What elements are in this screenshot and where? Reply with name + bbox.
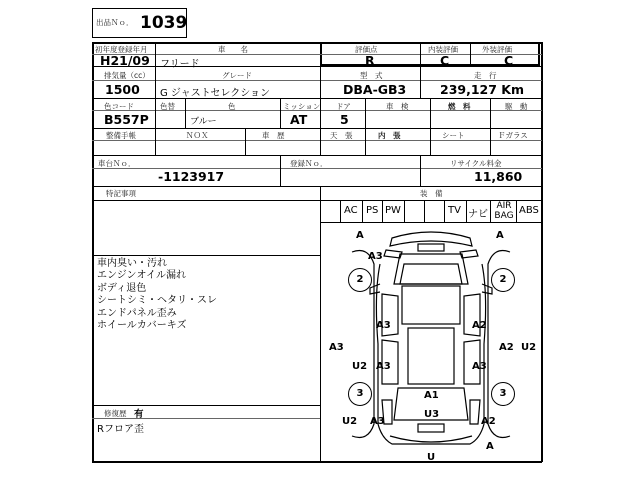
windshield-shape [400,264,462,284]
damage-circle: 3 [491,382,515,406]
left-mirror-shape [370,284,380,294]
note-line: 車内臭い・汚れ [97,258,167,269]
color-value: ブルー [190,117,217,127]
score-value: R [365,53,375,68]
repair-value: 有 [134,409,144,420]
damage-mark: A [486,441,494,452]
damage-mark: U2 [352,361,368,372]
grade-value: G ジャストセレクション [160,88,271,99]
damage-mark: A [496,230,504,241]
equip-abs: ABS [519,205,539,216]
damage-mark: A3 [370,416,385,427]
damage-mark: A3 [376,320,391,331]
rear-cabin-shape [408,328,454,384]
damage-mark: A3 [472,361,487,372]
taillight-right-shape [470,400,480,424]
equip-pw: PW [385,205,401,216]
recycle-value: 11,860 [474,169,523,184]
displacement-label: 排気量（cc） [104,71,150,80]
equipment-label: 装 備 [420,189,443,198]
sunroof-label: 天 張 [330,131,353,140]
roof-shape [402,286,460,324]
car-name-value: フリード [160,59,200,70]
rear-plate-shape [418,424,444,432]
damage-circle: 3 [348,382,372,406]
damage-mark: A2 [472,320,487,331]
chassis-value: -1123917 [158,169,225,184]
chassis-label: 車台Ｎｏ． [98,159,136,168]
rear-bumper-shape [390,436,472,442]
note-line: エンジンオイル漏れ [97,270,186,282]
mileage-value: 239,127 Km [440,82,524,97]
damage-mark: U3 [424,409,440,420]
equip-tv: TV [448,205,461,216]
color-code-label: 色コード [104,102,134,111]
note-line: ボディ退色 [97,282,147,294]
equip-ac: AC [344,205,358,216]
reg-label: 登録Ｎｏ． [290,159,328,168]
interior-label: 内装評価 [428,45,458,54]
interior-value: C [440,53,450,68]
repair-label: 修復歴 [104,409,127,418]
damage-mark: A3 [329,342,344,353]
right-mirror-shape [482,284,492,294]
damage-mark: A3 [368,251,383,262]
damage-mark: U [427,452,436,463]
note-line: ホイールカバーキズ [97,320,187,332]
exterior-value: C [504,53,514,68]
equip-ps: PS [366,205,379,216]
color-swap-label: 色替 [160,102,175,111]
manual-label: 整備手帳 [106,131,136,140]
score-label: 評価点 [355,45,378,54]
nox-label: ＮＯＸ [186,131,209,140]
lot-label: 出品Ｎｏ． [96,18,134,27]
damage-mark: U2 [521,342,537,353]
damage-mark: A2 [499,342,514,353]
damage-circle: 2 [348,268,372,292]
recycle-label: リサイクル料金 [450,159,502,168]
model-value: DBA-GB3 [343,82,407,97]
fglass-label: Ｆガラス [498,131,528,140]
mission-value: AT [290,112,308,127]
fuel-label: 燃 料 [448,102,471,111]
first-reg-label: 初年度登録年月 [95,45,148,54]
damage-circle: 2 [491,268,515,292]
hood-shape [394,254,468,284]
inspection-label: 車 検 [386,102,409,111]
equip-airbag: AIR BAG [494,201,514,221]
seat-label: シート [442,131,465,140]
damage-mark: U2 [342,416,358,427]
doors-value: 5 [340,112,349,127]
equip-navi: ナビ [468,209,488,220]
doors-label: ドア [336,102,351,111]
displacement-value: 1500 [105,82,140,97]
damage-mark: A1 [424,390,439,401]
note-line: エンドパネル歪み [97,307,177,319]
damage-mark: A [356,230,364,241]
notes-list [97,258,217,332]
interior2-label: 内 張 [378,131,401,140]
color-label: 色 [228,102,236,111]
history-label: 車 歴 [262,131,285,140]
notes-label: 特記事項 [106,189,136,198]
drive-label: 駆 動 [505,102,528,111]
color-code-value: B557P [104,112,149,127]
front-plate-shape [418,244,444,251]
exterior-label: 外装評価 [482,45,512,54]
grade-label: グレード [222,71,252,80]
note-line: シートシミ・ヘタリ・スレ [97,295,217,307]
repair-note: Rフロア歪 [97,424,144,435]
mission-label: ミッション [283,102,321,111]
lot-number: 1039 [140,13,188,33]
model-label: 型 式 [360,71,383,80]
damage-mark: A2 [481,416,496,427]
car-name-label: 車 名 [218,45,248,54]
first-reg-value: H21/09 [100,53,150,68]
damage-mark: A3 [376,361,391,372]
mileage-label: 走 行 [474,71,497,80]
